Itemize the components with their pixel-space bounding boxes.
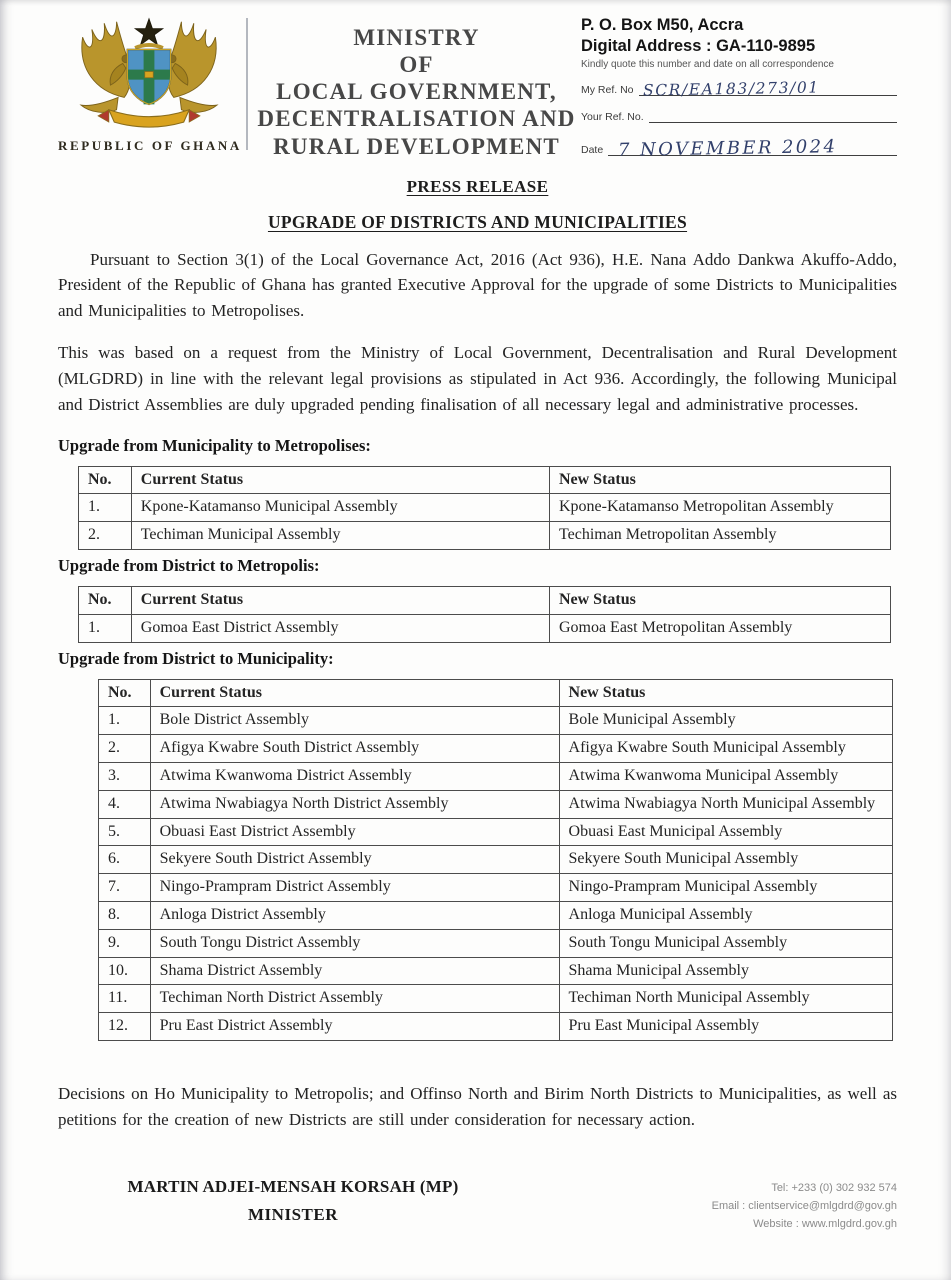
upgrade-table xyxy=(98,679,893,1041)
upgrade-section xyxy=(58,649,897,1041)
current-status: Obuasi East District Assembly xyxy=(150,818,559,846)
table-row xyxy=(79,494,891,522)
table-row xyxy=(99,790,893,818)
quote-note: Kindly quote this number and date on all correspondence xyxy=(581,59,834,71)
table-row xyxy=(99,957,893,985)
table-row xyxy=(99,929,893,957)
new-status: Obuasi East Municipal Assembly xyxy=(559,818,892,846)
row-number: 2. xyxy=(99,735,151,763)
new-status: Bole Municipal Assembly xyxy=(559,707,892,735)
your-ref-row xyxy=(581,108,897,123)
table-header-row xyxy=(79,586,891,614)
new-status: Shama Municipal Assembly xyxy=(559,957,892,985)
table-header-row xyxy=(79,466,891,494)
row-number: 7. xyxy=(99,874,151,902)
table-row xyxy=(99,874,893,902)
date-label: Date xyxy=(581,144,604,157)
paragraph-1: Pursuant to Section 3(1) of the Local Governance Act, 2016 (Act 936), H.E. Nana Addo Dankwa Akuffo-Addo, President of the Republic of Ghana has granted Executive Approval for the upgrade of some Districts to Municipalities and Municipalities to Metropolises. xyxy=(58,249,897,321)
republic-of-ghana-label: REPUBLIC OF GHANA xyxy=(58,138,242,153)
ministry-line: OF xyxy=(399,52,434,78)
letterhead xyxy=(58,12,897,160)
signature-block xyxy=(58,1177,528,1225)
new-status: Sekyere South Municipal Assembly xyxy=(559,846,892,874)
new-status: Gomoa East Metropolitan Assembly xyxy=(549,614,890,642)
row-number: 2. xyxy=(79,522,132,550)
table-row xyxy=(99,818,893,846)
row-number: 3. xyxy=(99,762,151,790)
contact-block xyxy=(581,12,897,162)
table-row xyxy=(99,707,893,735)
press-release-title: PRESS RELEASE xyxy=(406,176,549,196)
row-number: 8. xyxy=(99,901,151,929)
table-header-row xyxy=(99,679,893,707)
date-line xyxy=(608,134,897,162)
current-status: Gomoa East District Assembly xyxy=(131,614,549,642)
current-status: Bole District Assembly xyxy=(150,707,559,735)
row-number: 5. xyxy=(99,818,151,846)
ministry-line: LOCAL GOVERNMENT, xyxy=(276,79,557,105)
new-status: Atwima Nwabiagya North Municipal Assembly xyxy=(559,790,892,818)
row-number: 10. xyxy=(99,957,151,985)
current-status: Afigya Kwabre South District Assembly xyxy=(150,735,559,763)
new-status: Ningo-Prampram Municipal Assembly xyxy=(559,874,892,902)
current-status: Shama District Assembly xyxy=(150,957,559,985)
your-ref-line xyxy=(649,108,897,123)
my-ref-handwritten-value: SCR/EA183/273/01 xyxy=(642,78,820,100)
my-ref-row xyxy=(581,77,897,100)
footer-email: Email : clientservice@mlgdrd@gov.gh xyxy=(711,1199,897,1212)
upgrade-section xyxy=(58,436,897,550)
row-number: 12. xyxy=(99,1013,151,1041)
column-header: Current Status xyxy=(131,466,549,494)
column-header: No. xyxy=(79,586,132,614)
ministry-line: DECENTRALISATION AND xyxy=(257,106,576,132)
your-ref-label: Your Ref. No. xyxy=(581,111,644,124)
upgrade-table xyxy=(78,466,891,550)
date-row xyxy=(581,134,897,162)
new-status: Techiman North Municipal Assembly xyxy=(559,985,892,1013)
po-box: P. O. Box M50, Accra xyxy=(581,16,744,34)
current-status: Ningo-Prampram District Assembly xyxy=(150,874,559,902)
row-number: 4. xyxy=(99,790,151,818)
upgrade-section xyxy=(58,556,897,643)
minister-title: MINISTER xyxy=(248,1204,338,1224)
table-row xyxy=(99,762,893,790)
upgrade-table xyxy=(78,586,891,643)
new-status: Kpone-Katamanso Metropolitan Assembly xyxy=(549,494,890,522)
my-ref-label: My Ref. No xyxy=(581,84,634,97)
ghana-coat-of-arms-icon xyxy=(64,14,234,136)
section-heading: Upgrade from District to Metropolis: xyxy=(58,555,320,575)
column-header: No. xyxy=(99,679,151,707)
new-status: Pru East Municipal Assembly xyxy=(559,1013,892,1041)
new-status: Afigya Kwabre South Municipal Assembly xyxy=(559,735,892,763)
column-header: New Status xyxy=(559,679,892,707)
table-row xyxy=(99,1013,893,1041)
my-ref-line xyxy=(639,77,897,100)
paragraph-2: This was based on a request from the Ministry of Local Government, Decentralisation and Rural Development (MLGDRD) in line with the relevant legal provisions as stipulated in Act 936. Accordingly, the following Municipal and District Assemblies are duly upgraded pending finalisation of all necessary legal and administrative processes. xyxy=(58,343,897,414)
table-row xyxy=(99,985,893,1013)
current-status: Anloga District Assembly xyxy=(150,901,559,929)
new-status: Atwima Kwanwoma Municipal Assembly xyxy=(559,762,892,790)
current-status: Atwima Kwanwoma District Assembly xyxy=(150,762,559,790)
section-heading: Upgrade from Municipality to Metropolises: xyxy=(58,435,371,455)
row-number: 11. xyxy=(99,985,151,1013)
column-header: New Status xyxy=(549,586,890,614)
footer-tel: Tel: +233 (0) 302 932 574 xyxy=(771,1181,897,1194)
table-row xyxy=(99,846,893,874)
column-header: Current Status xyxy=(131,586,549,614)
table-row xyxy=(99,901,893,929)
upgrade-sections xyxy=(58,436,897,1041)
header-divider xyxy=(246,18,248,150)
row-number: 9. xyxy=(99,929,151,957)
current-status: Techiman Municipal Assembly xyxy=(131,522,549,550)
ministry-line: MINISTRY xyxy=(353,25,480,50)
current-status: Techiman North District Assembly xyxy=(150,985,559,1013)
subject-title: UPGRADE OF DISTRICTS AND MUNICIPALITIES xyxy=(267,211,688,232)
current-status: Sekyere South District Assembly xyxy=(150,846,559,874)
table-row xyxy=(99,735,893,763)
section-heading: Upgrade from District to Municipality: xyxy=(58,648,334,668)
current-status: Kpone-Katamanso Municipal Assembly xyxy=(131,494,549,522)
table-row xyxy=(79,614,891,642)
row-number: 6. xyxy=(99,846,151,874)
table-row xyxy=(79,522,891,550)
ministry-title xyxy=(252,12,581,160)
new-status: Anloga Municipal Assembly xyxy=(559,901,892,929)
current-status: South Tongu District Assembly xyxy=(150,929,559,957)
row-number: 1. xyxy=(79,614,132,642)
minister-name: MARTIN ADJEI-MENSAH KORSAH (MP) xyxy=(127,1176,459,1196)
column-header: Current Status xyxy=(150,679,559,707)
row-number: 1. xyxy=(79,494,132,522)
column-header: New Status xyxy=(549,466,890,494)
footer-website: Website : www.mlgdrd.gov.gh xyxy=(753,1217,897,1230)
date-handwritten-value: 7 NOVEMBER 2024 xyxy=(618,136,838,162)
current-status: Pru East District Assembly xyxy=(150,1013,559,1041)
coat-of-arms-block xyxy=(58,12,240,154)
digital-address: Digital Address : GA-110-9895 xyxy=(581,36,816,55)
paragraph-3: Decisions on Ho Municipality to Metropolis; and Offinso North and Birim North Districts to Municipalities, as well as petitions for the creation of new Districts are still under consideration for necessary action. xyxy=(58,1083,897,1129)
ministry-line: RURAL DEVELOPMENT xyxy=(273,133,560,159)
column-header: No. xyxy=(79,466,132,494)
row-number: 1. xyxy=(99,707,151,735)
signature-footer-row xyxy=(58,1177,897,1233)
footer-contact xyxy=(712,1177,897,1233)
new-status: Techiman Metropolitan Assembly xyxy=(549,522,890,550)
new-status: South Tongu Municipal Assembly xyxy=(559,929,892,957)
current-status: Atwima Nwabiagya North District Assembly xyxy=(150,790,559,818)
